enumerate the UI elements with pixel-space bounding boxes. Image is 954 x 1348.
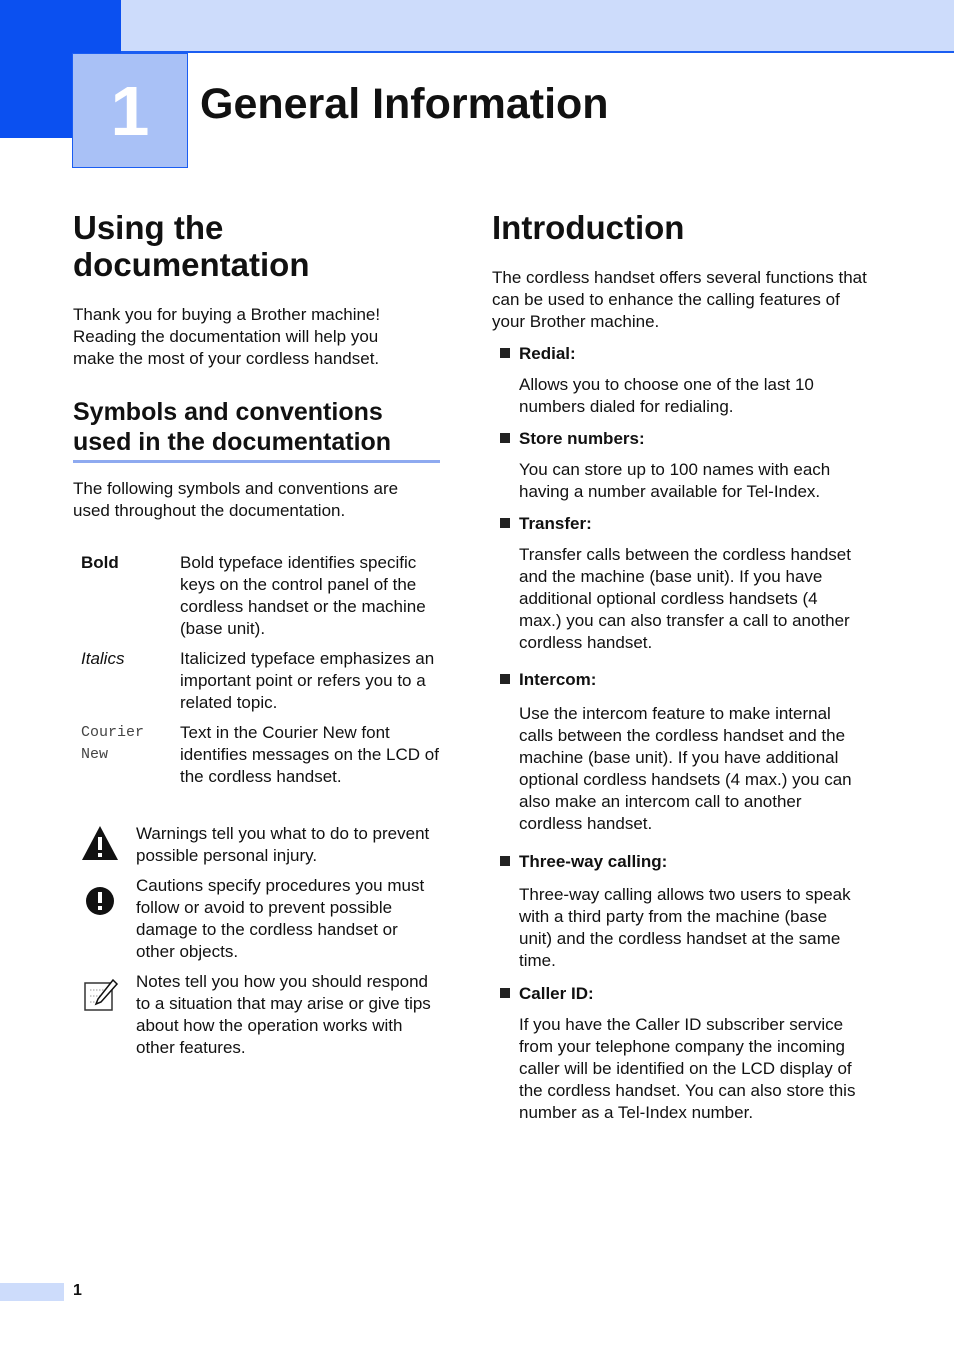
convention-description: Bold typeface identifies specific keys on the control panel of the cordless handset or the machine (base unit). xyxy=(180,553,426,638)
warning-text: Warnings tell you what to do to prevent possible personal injury. xyxy=(136,824,430,865)
convention-description: Italicized typeface emphasizes an important point or refers you to a related topic. xyxy=(180,649,435,712)
subsection-heading-symbols: Symbols and conventions used in the documentation xyxy=(73,398,392,456)
header-band xyxy=(0,0,954,52)
feature-body-caller-id: If you have the Caller ID subscriber service from your telephone company the incoming caller will be identified on the LCD display of the cordless handset. You can also store this number as a Tel-Index number. xyxy=(519,1015,856,1122)
feature-body-intercom: Use the intercom feature to make internal calls between the cordless handset and the machine (base unit). If you have additional optional cordless handsets (4 max.) you can also make an intercom call to another cordless handset. xyxy=(519,704,852,833)
feature-heading-three-way-calling: Three-way calling: xyxy=(500,851,667,873)
chapter-number: 1 xyxy=(72,53,188,168)
header-rule xyxy=(121,51,954,53)
convention-term: Bold xyxy=(81,553,119,572)
feature-body-transfer: Transfer calls between the cordless handset and the machine (base unit). If you have additional optional cordless handsets (4 max.) you can also transfer a call to another cordless handset. xyxy=(519,545,851,652)
subsection-intro-paragraph: The following symbols and conventions are used throughout the documentation. xyxy=(73,479,399,520)
feature-heading-caller-id: Caller ID: xyxy=(500,983,594,1005)
bullet-square-icon xyxy=(500,674,510,684)
section-heading-using-documentation: Using the documentation xyxy=(73,209,310,283)
bullet-square-icon xyxy=(500,518,510,528)
feature-heading-store-numbers: Store numbers: xyxy=(500,428,645,450)
warning-icon xyxy=(80,823,120,863)
note-text: Notes tell you how you should respond to a situation that may arise or give tips about how the operation works with other features. xyxy=(136,972,431,1057)
chapter-title: General Information xyxy=(200,80,609,128)
feature-heading-intercom: Intercom: xyxy=(500,669,596,691)
section-intro-paragraph: Thank you for buying a Brother machine! Reading the documentation will help you make the most of your cordless handset. xyxy=(73,305,381,368)
caution-icon xyxy=(80,875,120,915)
feature-body-three-way-calling: Three-way calling allows two users to speak with a third party from the machine (base unit) and the cordless handset at the same time. xyxy=(519,885,851,970)
bullet-square-icon xyxy=(500,348,510,358)
page-number: 1 xyxy=(73,1282,82,1299)
bullet-square-icon xyxy=(500,988,510,998)
feature-body-store-numbers: You can store up to 100 names with each having a number available for Tel-Index. xyxy=(519,460,831,501)
bullet-square-icon xyxy=(500,433,510,443)
caution-text: Cautions specify procedures you must follow or avoid to prevent possible damage to the cordless handset or other objects. xyxy=(136,876,425,961)
subsection-rule xyxy=(73,460,440,463)
feature-body-redial: Allows you to choose one of the last 10 numbers dialed for redialing. xyxy=(519,375,814,416)
introduction-paragraph: The cordless handset offers several functions that can be used to enhance the calling features of your Brother machine. xyxy=(492,268,867,331)
section-heading-introduction: Introduction xyxy=(492,209,685,246)
feature-heading-transfer: Transfer: xyxy=(500,513,592,535)
bullet-square-icon xyxy=(500,856,510,866)
note-icon xyxy=(80,971,120,1011)
feature-heading-redial: Redial: xyxy=(500,343,576,365)
convention-description: Text in the Courier New font identifies messages on the LCD of the cordless handset. xyxy=(180,723,439,786)
convention-term: Courier New xyxy=(81,724,145,763)
convention-term: Italics xyxy=(81,649,125,668)
footer-bar xyxy=(0,1283,64,1301)
